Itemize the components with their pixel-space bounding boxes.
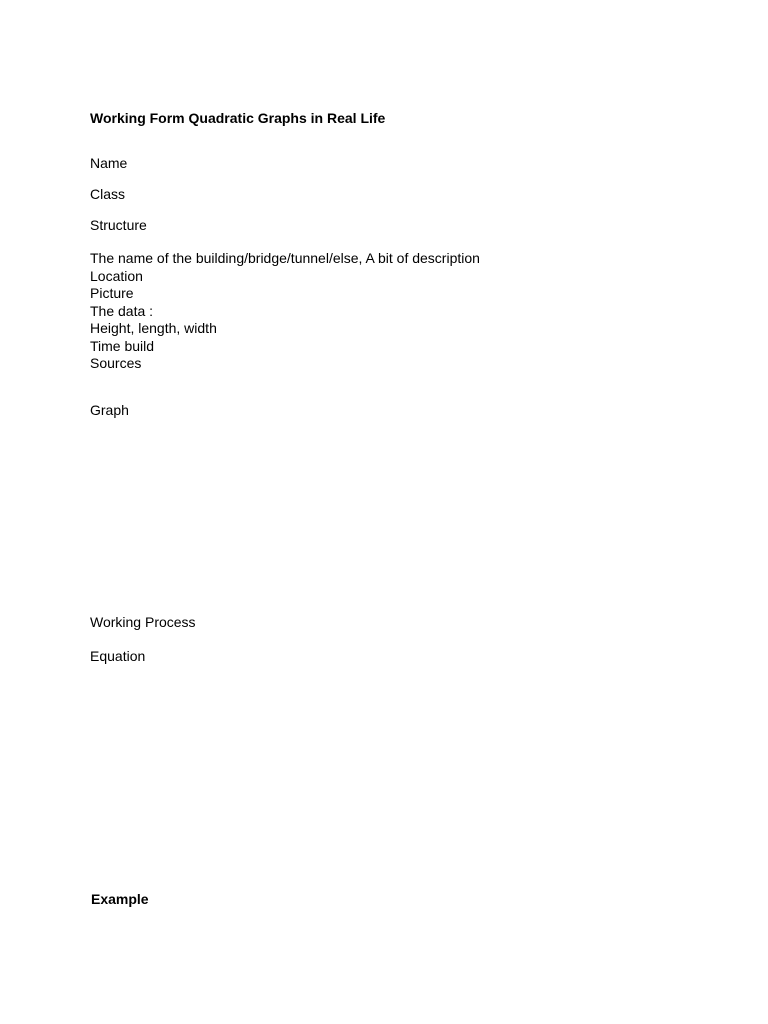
graph-section-label: Graph [90, 402, 129, 418]
structure-item-list [90, 250, 480, 373]
structure-item-dimensions: Height, length, width [90, 320, 217, 336]
class-field-label: Class [90, 186, 126, 202]
structure-item-picture: Picture [90, 285, 134, 301]
structure-item-sources: Sources [90, 355, 142, 371]
example-heading: Example [91, 891, 149, 907]
document-title: Working Form Quadratic Graphs in Real Life [90, 110, 386, 126]
structure-item-description: The name of the building/bridge/tunnel/else, A bit of description [90, 250, 480, 266]
equation-label: Equation [90, 648, 146, 664]
structure-item-data: The data : [90, 302, 154, 319]
working-process-label: Working Process [90, 614, 196, 630]
structure-item-time-build: Time build [90, 337, 155, 354]
structure-item-location: Location [90, 267, 143, 284]
name-field-label: Name [90, 155, 128, 171]
structure-heading: Structure [90, 217, 147, 233]
